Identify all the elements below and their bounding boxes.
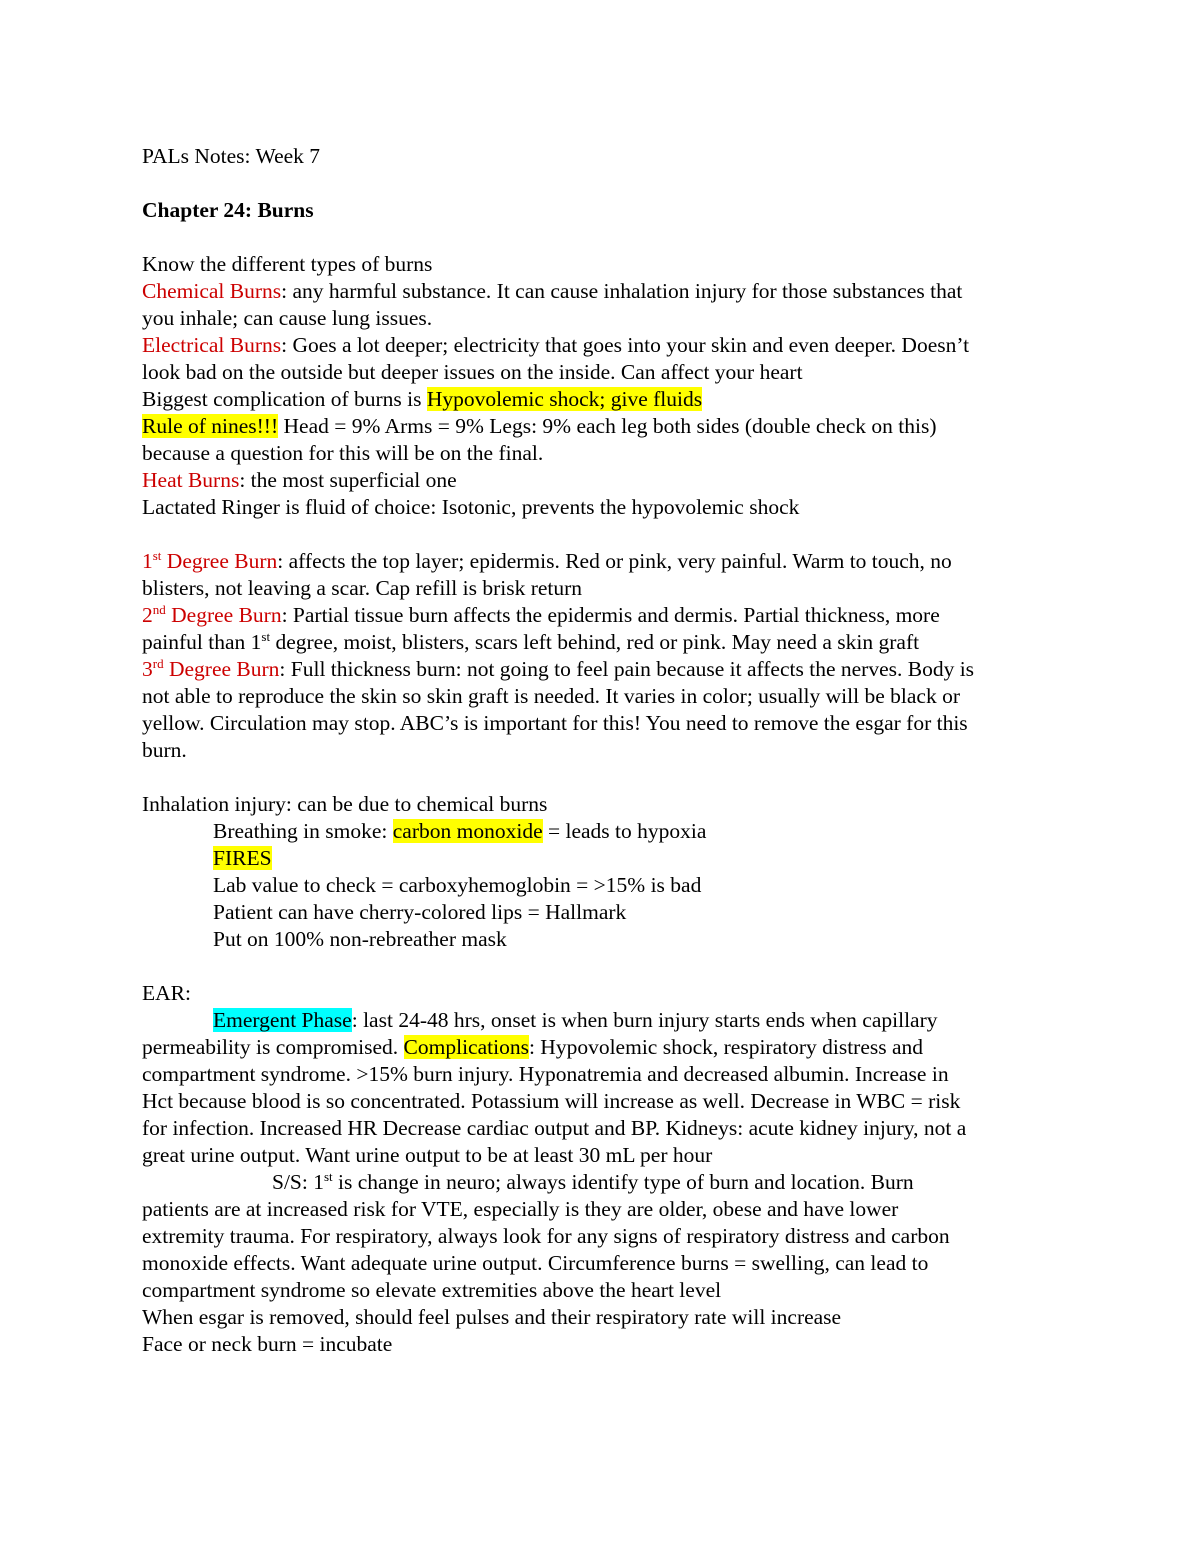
rule-of-nines-line-2: because a question for this will be on the final. — [142, 441, 544, 465]
heat-burns-label: Heat Burns — [142, 468, 240, 492]
ear-heading: EAR: — [142, 981, 191, 1005]
first-degree-num: 1 — [142, 549, 153, 573]
second-degree-text: : Partial tissue burn affects the epidermis and dermis. Partial thickness, more — [281, 603, 940, 627]
smoke-line — [142, 818, 1062, 845]
complication-prefix: Biggest complication of burns is — [142, 387, 427, 411]
chemical-burns-line-2: you inhale; can cause lung issues. — [142, 306, 433, 330]
emergent-phase-text: : last 24-48 hrs, onset is when burn injury starts ends when capillary — [351, 1008, 938, 1032]
emergent-phase-line — [142, 1007, 1062, 1034]
ss-line — [142, 1169, 1062, 1196]
esgar-line: When esgar is removed, should feel pulses and their respiratory rate will increase — [142, 1305, 842, 1329]
chemical-burns-line — [142, 278, 1062, 305]
third-degree-text: : Full thickness burn: not going to feel pain because it affects the nerves. Body is — [279, 657, 975, 681]
cherry-lips-line: Patient can have cherry-colored lips = Hallmark — [213, 900, 627, 924]
ss-text-b: is change in neuro; always identify type of burn and location. Burn — [332, 1170, 914, 1194]
fires-line — [142, 845, 1062, 872]
ss-line-2: patients are at increased risk for VTE, especially is they are older, obese and have lower — [142, 1197, 899, 1221]
second-degree-text-2a: painful than 1 — [142, 630, 262, 654]
first-degree-line — [142, 548, 1062, 575]
heat-burns-line — [142, 467, 1062, 494]
inhalation-heading: Inhalation injury: can be due to chemical burns — [142, 792, 548, 816]
spacer — [142, 953, 1062, 980]
emergent-line-2 — [142, 1034, 1062, 1061]
types-intro: Know the different types of burns — [142, 252, 433, 276]
first-degree-line-2: blisters, not leaving a scar. Cap refill is brisk return — [142, 576, 583, 600]
complications-highlight: Complications — [403, 1035, 529, 1059]
emergent-text-2b: : Hypovolemic shock, respiratory distress and — [528, 1035, 924, 1059]
first-degree-sup: st — [152, 547, 162, 563]
second-degree-num: 2 — [142, 603, 153, 627]
spacer — [142, 764, 1062, 791]
first-degree-text: : affects the top layer; epidermis. Red or pink, very painful. Warm to touch, no — [277, 549, 952, 573]
smoke-prefix: Breathing in smoke: — [213, 819, 393, 843]
doc-title: PALs Notes: Week 7 — [142, 144, 321, 168]
emergent-line-5: for infection. Increased HR Decrease cardiac output and BP. Kidneys: acute kidney injury, not a — [142, 1116, 967, 1140]
electrical-burns-line — [142, 332, 1062, 359]
second-degree-line — [142, 602, 1062, 629]
lab-value-line: Lab value to check = carboxyhemoglobin = >15% is bad — [213, 873, 702, 897]
electrical-burns-line-2: look bad on the outside but deeper issues on the inside. Can affect your heart — [142, 360, 803, 384]
complication-highlight: Hypovolemic shock; give fluids — [426, 387, 703, 411]
ss-line-3: extremity trauma. For respiratory, always look for any signs of respiratory distress and carbon — [142, 1224, 950, 1248]
heat-burns-text: : the most superficial one — [239, 468, 457, 492]
rule-of-nines-highlight: Rule of nines!!! — [142, 414, 279, 438]
chapter-heading: Chapter 24: Burns — [142, 198, 314, 222]
spacer — [142, 521, 1062, 548]
ss-sup: st — [324, 1168, 333, 1184]
third-degree-line-2: not able to reproduce the skin so skin graft is needed. It varies in color; usually will be black or — [142, 684, 960, 708]
chemical-burns-text: : any harmful substance. It can cause inhalation injury for those substances that — [281, 279, 963, 303]
spacer — [142, 224, 1062, 251]
ss-line-5: compartment syndrome so elevate extremities above the heart level — [142, 1278, 722, 1302]
third-degree-line-4: burn. — [142, 738, 187, 762]
lactated-ringer-line: Lactated Ringer is fluid of choice: Isotonic, prevents the hypovolemic shock — [142, 495, 800, 519]
emergent-line-4: Hct because blood is so concentrated. Potassium will increase as well. Decrease in WBC = risk — [142, 1089, 961, 1113]
rule-of-nines-text: Head = 9% Arms = 9% Legs: 9% each leg both sides (double check on this) — [278, 414, 937, 438]
third-degree-sup: rd — [152, 655, 164, 671]
third-degree-line — [142, 656, 1062, 683]
third-degree-line-3: yellow. Circulation may stop. ABC’s is important for this! You need to remove the esgar for this — [142, 711, 968, 735]
emergent-text-2a: permeability is compromised. — [142, 1035, 404, 1059]
complication-line — [142, 386, 1062, 413]
third-degree-num: 3 — [142, 657, 153, 681]
mask-line: Put on 100% non-rebreather mask — [213, 927, 507, 951]
electrical-burns-label: Electrical Burns — [142, 333, 282, 357]
electrical-burns-text: : Goes a lot deeper; electricity that goes into your skin and even deeper. Doesn’t — [281, 333, 970, 357]
emergent-phase-highlight: Emergent Phase — [213, 1008, 352, 1032]
rule-of-nines-line — [142, 413, 1062, 440]
emergent-line-3: compartment syndrome. >15% burn injury. Hyponatremia and decreased albumin. Increase in — [142, 1062, 949, 1086]
ss-text-a: S/S: 1 — [272, 1170, 324, 1194]
second-degree-label: Degree Burn — [165, 603, 282, 627]
carbon-monoxide-highlight: carbon monoxide — [392, 819, 543, 843]
ss-line-4: monoxide effects. Want adequate urine output. Circumference burns = swelling, can lead to — [142, 1251, 929, 1275]
second-degree-text-sup: st — [261, 628, 271, 644]
chemical-burns-label: Chemical Burns — [142, 279, 282, 303]
face-neck-line: Face or neck burn = incubate — [142, 1332, 393, 1356]
smoke-suffix: = leads to hypoxia — [542, 819, 707, 843]
third-degree-label: Degree Burn — [163, 657, 280, 681]
first-degree-label: Degree Burn — [161, 549, 278, 573]
fires-highlight: FIRES — [213, 846, 272, 870]
second-degree-sup: nd — [152, 601, 166, 617]
second-degree-line-2 — [142, 629, 1062, 656]
emergent-line-6: great urine output. Want urine output to be at least 30 mL per hour — [142, 1143, 713, 1167]
second-degree-text-2b: degree, moist, blisters, scars left behind, red or pink. May need a skin graft — [270, 630, 920, 654]
document-body — [142, 143, 1062, 1358]
